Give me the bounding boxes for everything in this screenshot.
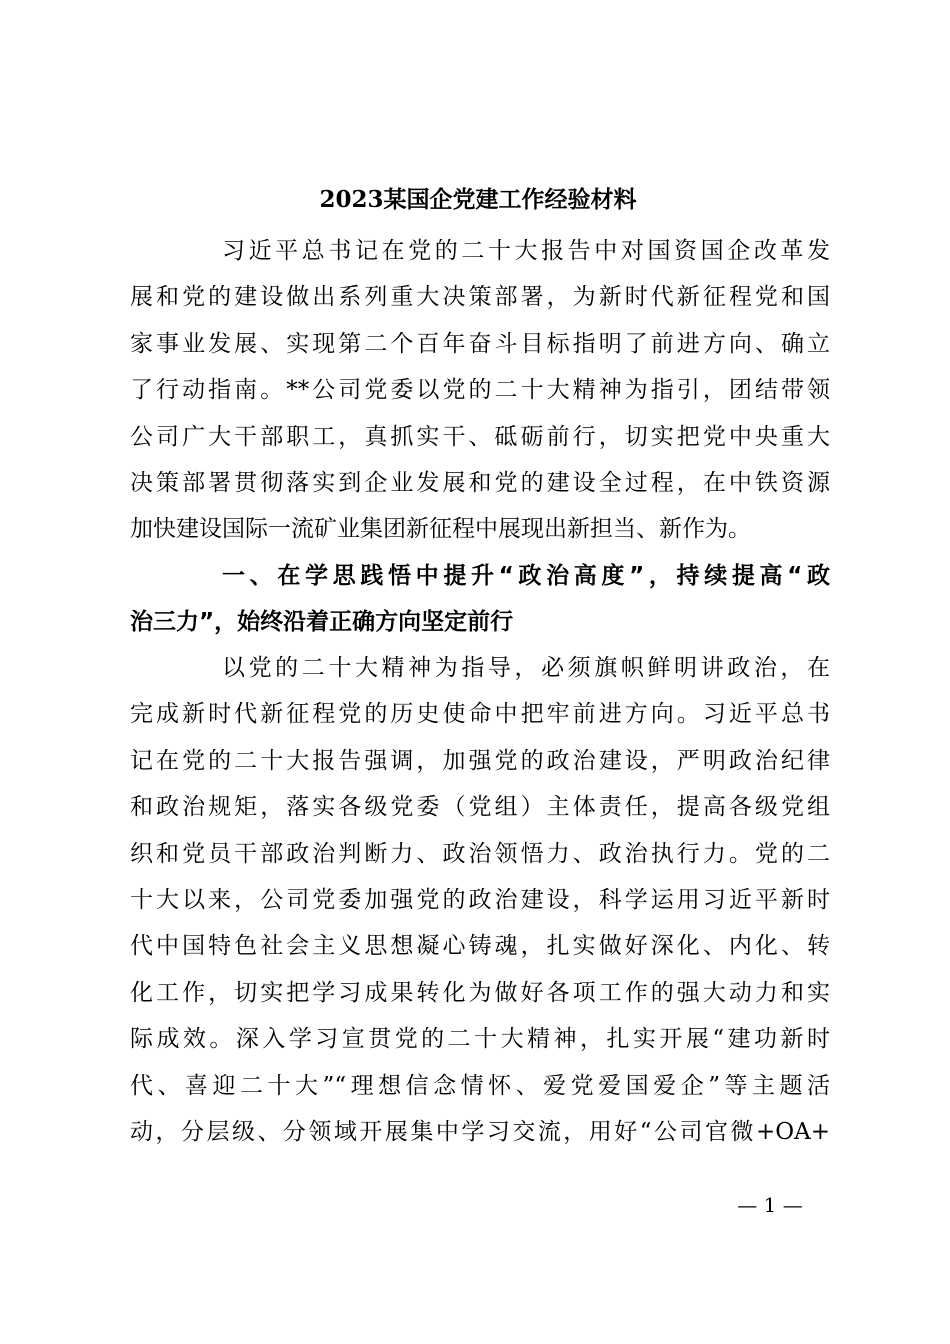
section1-line: 化工作，切实把学习成果转化为做好各项工作的强大动力和实	[130, 979, 830, 1006]
intro-line: 决策部署贯彻落实到企业发展和党的建设全过程，在中铁资源	[130, 469, 830, 496]
section1-line: 记在党的二十大报告强调，加强党的政治建设，严明政治纪律	[130, 747, 830, 774]
intro-paragraph	[130, 228, 830, 553]
document-title: 2023某国企党建工作经验材料	[319, 186, 637, 213]
section1-heading-line: 治三力”，始终沿着正确方向坚定前行	[130, 609, 514, 636]
intro-line: 习近平总书记在党的二十大报告中对国资国企改革发	[222, 238, 830, 264]
section1-line: 际成效。深入学习宣贯党的二十大精神，扎实开展“建功新时	[130, 1026, 830, 1053]
intro-line: 了行动指南。**公司党委以党的二十大精神为指引，团结带领	[130, 377, 830, 404]
section1-line: 以党的二十大精神为指导，必须旗帜鲜明讲政治，在	[222, 655, 830, 681]
section1-heading	[130, 553, 830, 646]
page-number: — 1 —	[737, 1193, 803, 1217]
section1-line: 完成新时代新征程党的历史使命中把牢前进方向。习近平总书	[130, 701, 830, 728]
section1-line: 十大以来，公司党委加强党的政治建设，科学运用习近平新时	[130, 886, 830, 913]
intro-line: 展和党的建设做出系列重大决策部署，为新时代新征程党和国	[130, 284, 830, 311]
intro-line: 加快建设国际一流矿业集团新征程中展现出新担当、新作为。	[130, 516, 751, 543]
section1-line: 代中国特色社会主义思想凝心铸魂，扎实做好深化、内化、转	[130, 933, 830, 960]
intro-line: 公司广大干部职工，真抓实干、砥砺前行，切实把党中央重大	[130, 423, 830, 450]
intro-line: 家事业发展、实现第二个百年奋斗目标指明了前进方向、确立	[130, 330, 830, 357]
section1-heading-line: 一、在学思践悟中提升“政治高度”，持续提高“政	[222, 563, 830, 589]
section1-line: 动，分层级、分领域开展集中学习交流，用好“公司官微+OA+	[130, 1118, 830, 1145]
section1-line: 和政治规矩，落实各级党委（党组）主体责任，提高各级党组	[130, 794, 830, 821]
section1-body	[130, 645, 830, 1155]
section1-line: 代、喜迎二十大”“理想信念情怀、爱党爱国爱企”等主题活	[130, 1072, 830, 1099]
section1-line: 织和党员干部政治判断力、政治领悟力、政治执行力。党的二	[130, 840, 830, 867]
